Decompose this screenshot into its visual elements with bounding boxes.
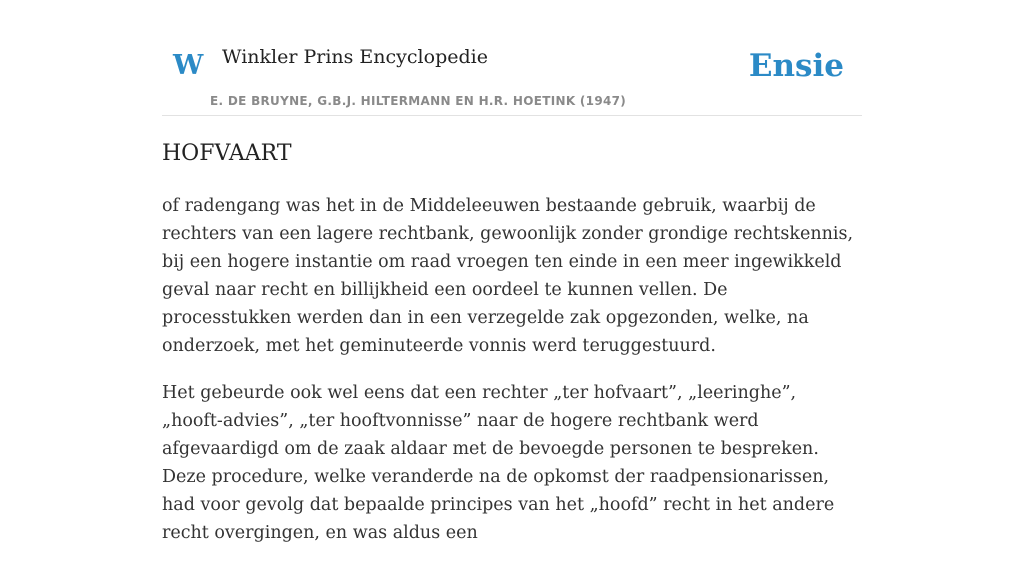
source-title[interactable]: Winkler Prins Encyclopedie [222,46,488,68]
article-paragraph: Het gebeurde ook wel eens dat een rechter „ter hofvaart”, „leeringhe”, „hooft-advies”, „ter hooftvonnisse” naar de hogere rechtbank werd afgevaardigd om de zaak aldaar met de bevoegde personen te bespreken. Deze procedure, welke veranderde na de opkomst der raadpensionarissen, had voor gevolg dat bepaalde principes van het „hoofd” recht in het andere recht overgingen, en was aldus een [162,383,835,543]
winkler-prins-logo[interactable]: W [173,50,204,81]
article-body [162,192,862,566]
site-header [162,30,862,116]
article-paragraph: of radengang was het in de Middeleeuwen bestaande gebruik, waarbij de rechters van een lagere rechtbank, gewoonlijk zonder grondige rechtskennis, bij een hogere instantie om raad vroegen ten einde in een meer ingewikkeld geval naar recht en billijkheid een oordeel te kunnen vellen. De processtukken werden dan in een verzegelde zak opgezonden, welke, na onderzoek, met het geminuteerde vonnis werd teruggestuurd. [162,196,854,356]
ensie-logo[interactable]: Ensie [748,48,844,84]
article-headword: HOFVAART [162,141,292,166]
source-authors: E. DE BRUYNE, G.B.J. HILTERMANN EN H.R. HOETINK (1947) [210,94,627,108]
